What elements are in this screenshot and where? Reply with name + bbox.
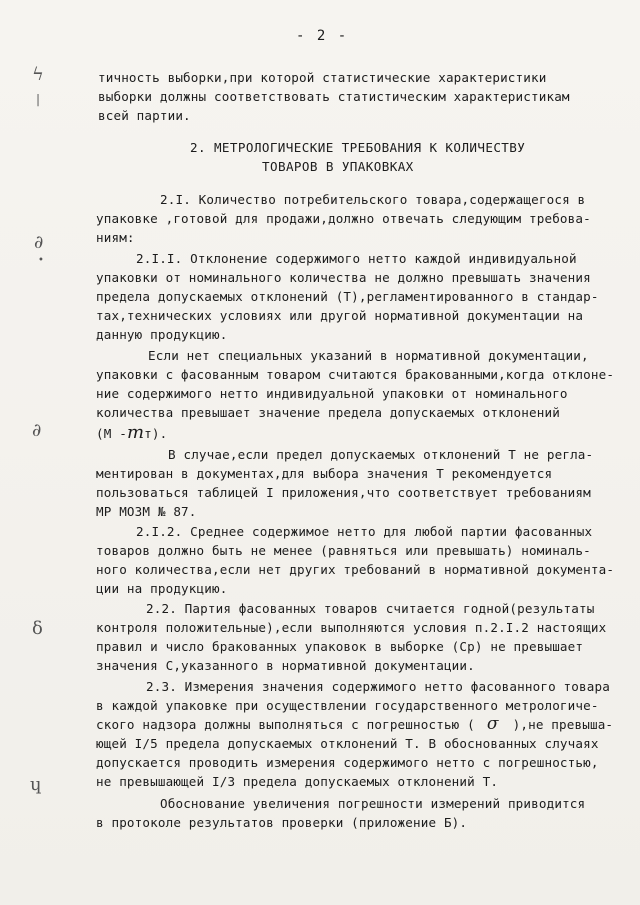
text-line: тах,технических условиях или другой нормативной документации на (96, 308, 584, 323)
margin-mark: δ (32, 618, 43, 639)
text-line: выборки должны соответствовать статистическим характеристикам (98, 89, 570, 104)
text-line: ющей I/5 предела допускаемых отклонений Т. В обоснованных случаях (96, 736, 599, 751)
text-line: ние содержимого нетто индивидуальной упаковки от номинального (96, 386, 568, 401)
margin-mark: ɥ (30, 774, 42, 795)
text-segment: ),не превыша- (512, 717, 614, 732)
text-line: предела допускаемых отклонений (Т),регламентированного в стандар- (96, 289, 599, 304)
margin-mark: • (38, 255, 44, 266)
text-line: ментирован в документах,для выбора значения Т рекомендуется (96, 466, 553, 481)
text-line (96, 422, 168, 443)
text-line: всей партии. (98, 108, 191, 123)
formula-start: (М - (96, 426, 127, 441)
text-line: Если нет специальных указаний в нормативной документации, (148, 348, 589, 363)
text-line: не превышающей I/3 предела допускаемых отклонений Т. (96, 774, 499, 789)
text-line: количества превышает значение предела допускаемых отклонений (96, 405, 560, 420)
sigma-symbol: σ (486, 714, 499, 734)
text-line: ниям: (96, 230, 135, 245)
text-line: в протоколе результатов проверки (приложение Б). (96, 815, 468, 830)
text-line: упаковки с фасованным товаром считаются бракованными,когда отклоне- (96, 367, 615, 382)
text-line: 2.3. Измерения значения содержимого нетто фасованного товара (146, 679, 610, 694)
text-line: ного количества,если нет других требований в нормативной документа- (96, 562, 615, 577)
text-line: упаковке ,готовой для продажи,должно отвечать следующим требова- (96, 211, 591, 226)
margin-mark: | (36, 92, 41, 106)
text-line: 2.I.2. Среднее содержимое нетто для любой партии фасованных (136, 524, 593, 539)
text-line: тичность выборки,при которой статистические характеристики (98, 70, 547, 85)
section-heading: 2. МЕТРОЛОГИЧЕСКИЕ ТРЕБОВАНИЯ К КОЛИЧЕСТВУ (190, 140, 526, 155)
text-segment: ского надзора должны выполняться с погрешностью ( (96, 717, 475, 732)
text-line: 2.I.I. Отклонение содержимого нетто каждой индивидуальной (136, 251, 577, 266)
text-line: пользоваться таблицей I приложения,что соответствует требованиям (96, 485, 591, 500)
margin-mark: ∂ (32, 420, 42, 441)
text-line: В случае,если предел допускаемых отклонений Т не регла- (168, 447, 594, 462)
text-line: 2.I. Количество потребительского товара,содержащегося в (160, 192, 586, 207)
text-line (96, 716, 613, 733)
text-line: контроля положительные),если выполняются условия п.2.I.2 настоящих (96, 620, 607, 635)
text-line: данную продукцию. (96, 327, 228, 342)
text-line: МР МОЗМ № 87. (96, 504, 197, 519)
margin-mark: ∂ (34, 232, 44, 253)
text-line: ции на продукцию. (96, 581, 228, 596)
page-number: - 2 - (296, 28, 349, 44)
handwritten-m: т (126, 422, 145, 443)
margin-mark: ϟ (32, 64, 44, 85)
section-heading: ТОВАРОВ В УПАКОВКАХ (262, 159, 414, 174)
text-line: значения С,указанного в нормативной документации. (96, 658, 475, 673)
text-line: допускается проводить измерения содержимого нетто с погрешностью, (96, 755, 599, 770)
text-line: правил и число бракованных упаковок в выборке (Ср) не превышает (96, 639, 584, 654)
text-line: упаковки от номинального количества не должно превышать значения (96, 270, 591, 285)
text-line: 2.2. Партия фасованных товаров считается годной(результаты (146, 601, 595, 616)
text-line: Обоснование увеличения погрешности измерений приводится (160, 796, 586, 811)
text-line: товаров должно быть не менее (равняться или превышать) номиналь- (96, 543, 591, 558)
text-line: в каждой упаковке при осуществлении государственного метрологиче- (96, 698, 599, 713)
formula-end: т). (144, 426, 168, 441)
